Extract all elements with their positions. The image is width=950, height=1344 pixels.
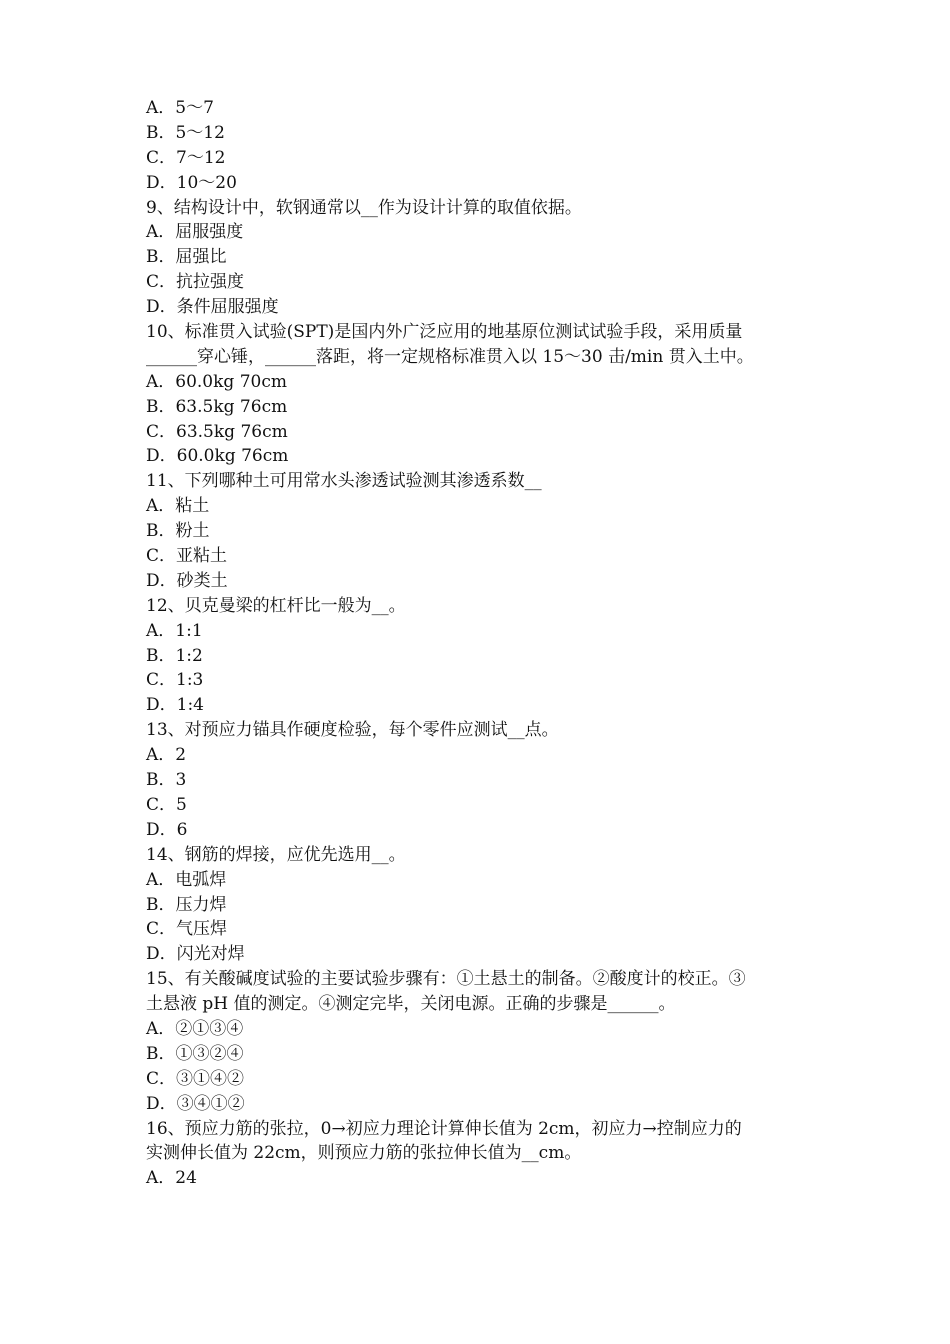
question-text: 10、标准贯入试验(SPT)是国内外广泛应用的地基原位测试试验手段，采用质量: [146, 322, 743, 343]
question-text: 土悬液 pH 值的测定。④测定完毕，关闭电源。正确的步骤是______。: [146, 994, 676, 1015]
document-body: [146, 96, 826, 1191]
question-text: ______穿心锤，______落距，将一定规格标准贯入以 15～30 击/min 贯入土中。: [146, 346, 754, 367]
answer-option: C．63.5kg 76cm: [146, 421, 288, 442]
answer-option: A．②①③④: [146, 1018, 244, 1039]
answer-option: D．砂类土: [146, 570, 228, 591]
answer-option: B．屈强比: [146, 247, 227, 268]
answer-option: B．①③②④: [146, 1043, 244, 1064]
question-text: 13、对预应力锚具作硬度检验，每个零件应测试__点。: [146, 720, 559, 741]
answer-option: B．压力焊: [146, 894, 227, 915]
answer-option: C．气压焊: [146, 919, 228, 940]
answer-option: A．1:1: [146, 620, 203, 641]
answer-option: A．24: [146, 1168, 197, 1189]
answer-option: D．60.0kg 76cm: [146, 446, 289, 467]
question-text: 9、结构设计中，软钢通常以__作为设计计算的取值依据。: [146, 197, 582, 218]
answer-option: D．10～20: [146, 172, 237, 193]
answer-option: A．粘土: [146, 496, 210, 517]
answer-option: B．1:2: [146, 645, 203, 666]
answer-option: A．屈服强度: [146, 222, 244, 243]
answer-option: D．条件屈服强度: [146, 297, 279, 318]
answer-option: B．3: [146, 770, 187, 791]
answer-option: C．1:3: [146, 670, 204, 691]
answer-option: B．粉土: [146, 521, 210, 542]
question-text: 14、钢筋的焊接，应优先选用__。: [146, 844, 406, 865]
answer-option: A．2: [146, 745, 187, 766]
answer-option: C．亚粘土: [146, 546, 228, 567]
answer-option: B．5～12: [146, 122, 225, 143]
answer-option: D．1:4: [146, 695, 204, 716]
answer-option: C．抗拉强度: [146, 272, 245, 293]
question-text: 11、下列哪种土可用常水头渗透试验测其渗透系数__: [146, 471, 542, 492]
question-text: 12、贝克曼梁的杠杆比一般为__。: [146, 595, 406, 616]
answer-option: C．5: [146, 794, 187, 815]
question-text: 16、预应力筋的张拉，0→初应力理论计算伸长值为 2cm，初应力→控制应力的: [146, 1118, 742, 1139]
question-text: 实测伸长值为 22cm，则预应力筋的张拉伸长值为__cm。: [146, 1143, 582, 1164]
answer-option: A．5～7: [146, 98, 214, 118]
answer-option: C．7～12: [146, 147, 226, 168]
answer-option: C．③①④②: [146, 1068, 245, 1089]
answer-option: B．63.5kg 76cm: [146, 396, 288, 417]
answer-option: A．电弧焊: [146, 869, 227, 890]
answer-option: D．③④①②: [146, 1093, 245, 1114]
question-text: 15、有关酸碱度试验的主要试验步骤有：①土悬土的制备。②酸度计的校正。③: [146, 969, 746, 990]
answer-option: A．60.0kg 70cm: [146, 371, 287, 392]
answer-option: D．闪光对焊: [146, 944, 245, 965]
answer-option: D．6: [146, 819, 188, 840]
